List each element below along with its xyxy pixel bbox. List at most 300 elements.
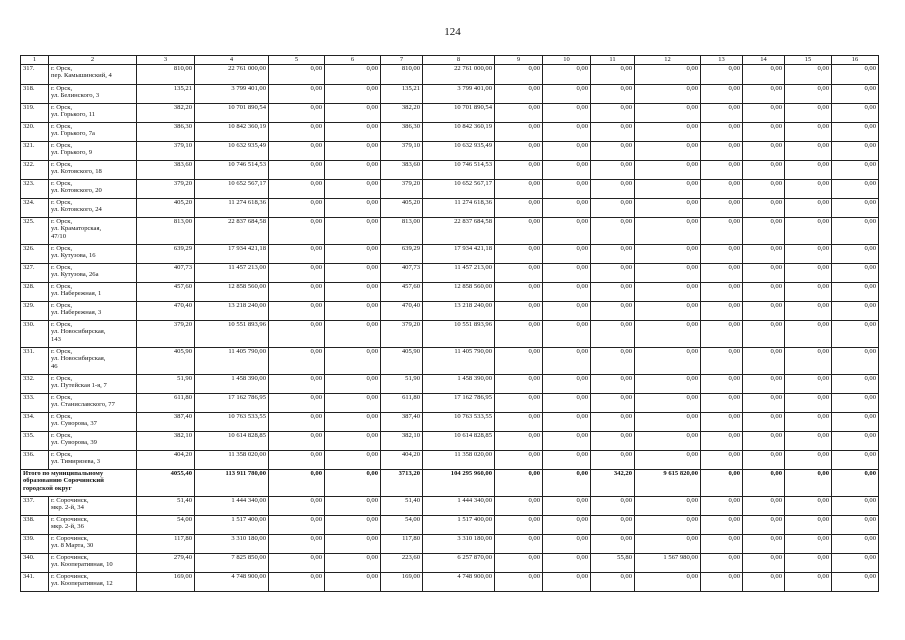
value-cell-col-3: 405,90	[137, 348, 195, 375]
value-cell-col-3: 51,40	[137, 497, 195, 516]
address-line: ул. Кооперативная, 12	[51, 580, 113, 588]
address-line: ул. Станиславского, 77	[51, 401, 115, 409]
value-cell-col-5: 0,00	[269, 104, 325, 123]
value-cell-col-16: 0,00	[832, 516, 879, 535]
address-cell	[49, 180, 137, 199]
value-cell-col-5: 0,00	[269, 283, 325, 302]
value-cell-col-15: 0,00	[785, 65, 832, 85]
total-value-col-15: 0,00	[785, 470, 832, 497]
value-cell-col-7: 54,00	[381, 516, 423, 535]
value-cell-col-5: 0,00	[269, 218, 325, 245]
value-cell-col-15: 0,00	[785, 573, 832, 592]
value-cell-col-10: 0,00	[543, 199, 591, 218]
address-cell	[49, 321, 137, 348]
value-cell-col-16: 0,00	[832, 142, 879, 161]
value-cell-col-5: 0,00	[269, 375, 325, 394]
address-line: 46	[51, 362, 58, 370]
value-cell-col-9: 0,00	[495, 302, 543, 321]
value-cell-col-9: 0,00	[495, 497, 543, 516]
value-cell-col-15: 0,00	[785, 497, 832, 516]
row-number: 328.	[21, 283, 49, 302]
address-cell	[49, 104, 137, 123]
address-line: г. Орск,	[51, 432, 73, 439]
column-number-10: 10	[543, 56, 591, 65]
value-cell-col-4: 10 746 514,53	[195, 161, 269, 180]
address-line: г. Орск,	[51, 199, 73, 206]
total-value-col-10: 0,00	[543, 470, 591, 497]
value-cell-col-9: 0,00	[495, 413, 543, 432]
value-cell-col-3: 383,60	[137, 161, 195, 180]
address-line: ул. Горького, 7а	[51, 130, 95, 138]
address-line: ул. Котовского, 18	[51, 168, 102, 176]
value-cell-col-5: 0,00	[269, 348, 325, 375]
value-cell-col-12: 0,00	[635, 573, 701, 592]
address-cell	[49, 218, 137, 245]
value-cell-col-10: 0,00	[543, 283, 591, 302]
value-cell-col-14: 0,00	[743, 264, 785, 283]
address-line: г. Орск,	[51, 283, 73, 290]
value-cell-col-9: 0,00	[495, 535, 543, 554]
value-cell-col-6: 0,00	[325, 142, 381, 161]
table-row	[21, 497, 879, 516]
value-cell-col-15: 0,00	[785, 245, 832, 264]
value-cell-col-10: 0,00	[543, 180, 591, 199]
value-cell-col-10: 0,00	[543, 516, 591, 535]
column-number-4: 4	[195, 56, 269, 65]
value-cell-col-11: 0,00	[591, 432, 635, 451]
row-number: 337.	[21, 497, 49, 516]
value-cell-col-16: 0,00	[832, 245, 879, 264]
total-value-col-16: 0,00	[832, 470, 879, 497]
value-cell-col-12: 0,00	[635, 245, 701, 264]
value-cell-col-4: 1 444 340,00	[195, 497, 269, 516]
value-cell-col-12: 0,00	[635, 497, 701, 516]
value-cell-col-8: 11 274 618,36	[423, 199, 495, 218]
value-cell-col-10: 0,00	[543, 302, 591, 321]
table-row	[21, 573, 879, 592]
value-cell-col-6: 0,00	[325, 516, 381, 535]
value-cell-col-5: 0,00	[269, 497, 325, 516]
value-cell-col-10: 0,00	[543, 394, 591, 413]
address-line: г. Орск,	[51, 142, 73, 149]
value-cell-col-13: 0,00	[701, 245, 743, 264]
value-cell-col-7: 405,90	[381, 348, 423, 375]
address-line: мкр. 2-й, 36	[51, 523, 84, 531]
value-cell-col-11: 0,00	[591, 123, 635, 142]
value-cell-col-6: 0,00	[325, 180, 381, 199]
value-cell-col-11: 0,00	[591, 413, 635, 432]
value-cell-col-3: 810,00	[137, 65, 195, 85]
value-cell-col-7: 379,20	[381, 321, 423, 348]
value-cell-col-9: 0,00	[495, 264, 543, 283]
value-cell-col-11: 0,00	[591, 264, 635, 283]
value-cell-col-15: 0,00	[785, 123, 832, 142]
value-cell-col-14: 0,00	[743, 245, 785, 264]
value-cell-col-6: 0,00	[325, 375, 381, 394]
column-number-6: 6	[325, 56, 381, 65]
value-cell-col-11: 0,00	[591, 302, 635, 321]
value-cell-col-12: 0,00	[635, 199, 701, 218]
column-number-13: 13	[701, 56, 743, 65]
address-line: ул. Кутузова, 26а	[51, 271, 99, 279]
table-row	[21, 85, 879, 104]
value-cell-col-6: 0,00	[325, 394, 381, 413]
address-line: пер. Камышинский, 4	[51, 72, 112, 80]
value-cell-col-12: 0,00	[635, 142, 701, 161]
value-cell-col-12: 0,00	[635, 283, 701, 302]
value-cell-col-10: 0,00	[543, 554, 591, 573]
value-cell-col-8: 22 837 684,58	[423, 218, 495, 245]
value-cell-col-16: 0,00	[832, 199, 879, 218]
address-cell	[49, 394, 137, 413]
value-cell-col-4: 3 799 401,00	[195, 85, 269, 104]
value-cell-col-16: 0,00	[832, 264, 879, 283]
value-cell-col-4: 11 405 790,00	[195, 348, 269, 375]
value-cell-col-13: 0,00	[701, 283, 743, 302]
value-cell-col-7: 382,10	[381, 432, 423, 451]
value-cell-col-16: 0,00	[832, 348, 879, 375]
value-cell-col-3: 639,29	[137, 245, 195, 264]
value-cell-col-5: 0,00	[269, 413, 325, 432]
address-line: г. Орск,	[51, 161, 73, 168]
value-cell-col-9: 0,00	[495, 516, 543, 535]
value-cell-col-11: 0,00	[591, 180, 635, 199]
value-cell-col-10: 0,00	[543, 218, 591, 245]
value-cell-col-9: 0,00	[495, 348, 543, 375]
row-number: 326.	[21, 245, 49, 264]
value-cell-col-6: 0,00	[325, 264, 381, 283]
table-row	[21, 264, 879, 283]
value-cell-col-15: 0,00	[785, 283, 832, 302]
value-cell-col-8: 11 358 020,00	[423, 451, 495, 470]
value-cell-col-8: 4 748 900,00	[423, 573, 495, 592]
value-cell-col-13: 0,00	[701, 348, 743, 375]
value-cell-col-13: 0,00	[701, 65, 743, 85]
column-number-8: 8	[423, 56, 495, 65]
address-line: 143	[51, 335, 61, 343]
address-cell	[49, 375, 137, 394]
value-cell-col-8: 10 701 890,54	[423, 104, 495, 123]
value-cell-col-12: 0,00	[635, 394, 701, 413]
row-number: 318.	[21, 85, 49, 104]
address-line: г. Орск,	[51, 321, 73, 328]
value-cell-col-11: 0,00	[591, 283, 635, 302]
address-line: г. Сорочинск,	[51, 535, 89, 542]
value-cell-col-13: 0,00	[701, 321, 743, 348]
value-cell-col-6: 0,00	[325, 554, 381, 573]
value-cell-col-16: 0,00	[832, 394, 879, 413]
value-cell-col-11: 0,00	[591, 321, 635, 348]
address-cell	[49, 161, 137, 180]
value-cell-col-8: 22 761 000,00	[423, 65, 495, 85]
value-cell-col-7: 470,40	[381, 302, 423, 321]
value-cell-col-5: 0,00	[269, 302, 325, 321]
table-row	[21, 218, 879, 245]
table-row	[21, 451, 879, 470]
value-cell-col-10: 0,00	[543, 413, 591, 432]
total-value-col-9: 0,00	[495, 470, 543, 497]
value-cell-col-7: 611,80	[381, 394, 423, 413]
value-cell-col-5: 0,00	[269, 451, 325, 470]
value-cell-col-10: 0,00	[543, 123, 591, 142]
total-value-col-7: 3713,20	[381, 470, 423, 497]
value-cell-col-6: 0,00	[325, 573, 381, 592]
value-cell-col-3: 379,20	[137, 180, 195, 199]
column-number-16: 16	[832, 56, 879, 65]
value-cell-col-5: 0,00	[269, 535, 325, 554]
total-value-col-11: 342,20	[591, 470, 635, 497]
value-cell-col-4: 3 310 180,00	[195, 535, 269, 554]
value-cell-col-14: 0,00	[743, 283, 785, 302]
value-cell-col-11: 0,00	[591, 573, 635, 592]
row-number: 320.	[21, 123, 49, 142]
value-cell-col-12: 0,00	[635, 218, 701, 245]
value-cell-col-6: 0,00	[325, 432, 381, 451]
value-cell-col-14: 0,00	[743, 85, 785, 104]
value-cell-col-3: 405,20	[137, 199, 195, 218]
value-cell-col-9: 0,00	[495, 432, 543, 451]
table-row	[21, 554, 879, 573]
address-line: г. Орск,	[51, 123, 73, 130]
page-number: 124	[444, 26, 461, 38]
value-cell-col-11: 0,00	[591, 65, 635, 85]
value-cell-col-3: 611,80	[137, 394, 195, 413]
row-number: 325.	[21, 218, 49, 245]
value-cell-col-12: 0,00	[635, 413, 701, 432]
value-cell-col-14: 0,00	[743, 180, 785, 199]
row-number: 335.	[21, 432, 49, 451]
value-cell-col-9: 0,00	[495, 85, 543, 104]
column-number-9: 9	[495, 56, 543, 65]
value-cell-col-4: 10 701 890,54	[195, 104, 269, 123]
value-cell-col-12: 0,00	[635, 302, 701, 321]
value-cell-col-5: 0,00	[269, 245, 325, 264]
value-cell-col-15: 0,00	[785, 348, 832, 375]
value-cell-col-16: 0,00	[832, 573, 879, 592]
value-cell-col-13: 0,00	[701, 497, 743, 516]
value-cell-col-12: 0,00	[635, 451, 701, 470]
value-cell-col-4: 7 825 850,00	[195, 554, 269, 573]
column-number-row	[21, 56, 879, 65]
address-cell	[49, 142, 137, 161]
value-cell-col-14: 0,00	[743, 516, 785, 535]
value-cell-col-8: 10 551 893,96	[423, 321, 495, 348]
value-cell-col-12: 0,00	[635, 123, 701, 142]
value-cell-col-4: 10 842 360,19	[195, 123, 269, 142]
table-row	[21, 104, 879, 123]
table-row	[21, 535, 879, 554]
value-cell-col-3: 407,73	[137, 264, 195, 283]
total-value-col-5: 0,00	[269, 470, 325, 497]
value-cell-col-8: 13 218 240,00	[423, 302, 495, 321]
value-cell-col-16: 0,00	[832, 321, 879, 348]
value-cell-col-14: 0,00	[743, 554, 785, 573]
value-cell-col-6: 0,00	[325, 123, 381, 142]
value-cell-col-15: 0,00	[785, 264, 832, 283]
value-cell-col-14: 0,00	[743, 65, 785, 85]
value-cell-col-16: 0,00	[832, 413, 879, 432]
value-cell-col-3: 813,00	[137, 218, 195, 245]
value-cell-col-13: 0,00	[701, 161, 743, 180]
address-line: г. Орск,	[51, 348, 73, 355]
column-number-15: 15	[785, 56, 832, 65]
address-cell	[49, 302, 137, 321]
value-cell-col-11: 0,00	[591, 245, 635, 264]
column-number-5: 5	[269, 56, 325, 65]
value-cell-col-5: 0,00	[269, 142, 325, 161]
value-cell-col-3: 382,20	[137, 104, 195, 123]
value-cell-col-7: 379,10	[381, 142, 423, 161]
value-cell-col-14: 0,00	[743, 199, 785, 218]
table-row	[21, 65, 879, 85]
value-cell-col-6: 0,00	[325, 245, 381, 264]
value-cell-col-10: 0,00	[543, 85, 591, 104]
value-cell-col-3: 457,60	[137, 283, 195, 302]
table-row	[21, 123, 879, 142]
address-line: г. Орск,	[51, 413, 73, 420]
address-line: ул. Новосибирская,	[51, 328, 106, 336]
value-cell-col-9: 0,00	[495, 451, 543, 470]
address-line: ул. Путейская 1-я, 7	[51, 382, 107, 390]
value-cell-col-3: 382,10	[137, 432, 195, 451]
value-cell-col-9: 0,00	[495, 375, 543, 394]
value-cell-col-11: 0,00	[591, 516, 635, 535]
value-cell-col-9: 0,00	[495, 123, 543, 142]
address-cell	[49, 199, 137, 218]
value-cell-col-3: 379,10	[137, 142, 195, 161]
value-cell-col-8: 10 763 533,55	[423, 413, 495, 432]
address-line: г. Сорочинск,	[51, 516, 89, 523]
row-number: 319.	[21, 104, 49, 123]
value-cell-col-9: 0,00	[495, 180, 543, 199]
value-cell-col-13: 0,00	[701, 123, 743, 142]
value-cell-col-12: 0,00	[635, 161, 701, 180]
value-cell-col-15: 0,00	[785, 161, 832, 180]
total-value-col-12: 9 615 820,00	[635, 470, 701, 497]
address-line: г. Сорочинск,	[51, 497, 89, 504]
value-cell-col-15: 0,00	[785, 142, 832, 161]
value-cell-col-5: 0,00	[269, 321, 325, 348]
value-cell-col-14: 0,00	[743, 432, 785, 451]
value-cell-col-15: 0,00	[785, 104, 832, 123]
address-line: г. Орск,	[51, 65, 73, 72]
value-cell-col-12: 0,00	[635, 264, 701, 283]
table-row	[21, 199, 879, 218]
value-cell-col-10: 0,00	[543, 161, 591, 180]
value-cell-col-9: 0,00	[495, 65, 543, 85]
value-cell-col-5: 0,00	[269, 394, 325, 413]
value-cell-col-8: 10 652 567,17	[423, 180, 495, 199]
address-cell	[49, 516, 137, 535]
address-line: г. Орск,	[51, 104, 73, 111]
value-cell-col-11: 55,80	[591, 554, 635, 573]
value-cell-col-8: 10 614 828,85	[423, 432, 495, 451]
value-cell-col-8: 1 444 340,00	[423, 497, 495, 516]
row-number: 317.	[21, 65, 49, 85]
value-cell-col-15: 0,00	[785, 394, 832, 413]
value-cell-col-16: 0,00	[832, 161, 879, 180]
value-cell-col-10: 0,00	[543, 264, 591, 283]
value-cell-col-7: 387,40	[381, 413, 423, 432]
address-cell	[49, 535, 137, 554]
value-cell-col-8: 17 934 421,18	[423, 245, 495, 264]
value-cell-col-11: 0,00	[591, 85, 635, 104]
value-cell-col-14: 0,00	[743, 161, 785, 180]
value-cell-col-10: 0,00	[543, 375, 591, 394]
value-cell-col-15: 0,00	[785, 554, 832, 573]
value-cell-col-14: 0,00	[743, 573, 785, 592]
value-cell-col-7: 405,20	[381, 199, 423, 218]
address-cell	[49, 451, 137, 470]
value-cell-col-7: 51,40	[381, 497, 423, 516]
value-cell-col-7: 135,21	[381, 85, 423, 104]
address-line: г. Орск,	[51, 302, 73, 309]
row-number: 331.	[21, 348, 49, 375]
value-cell-col-12: 1 567 980,00	[635, 554, 701, 573]
address-cell	[49, 85, 137, 104]
value-cell-col-15: 0,00	[785, 218, 832, 245]
table-row	[21, 161, 879, 180]
value-cell-col-4: 22 837 684,58	[195, 218, 269, 245]
row-number: 333.	[21, 394, 49, 413]
value-cell-col-7: 382,20	[381, 104, 423, 123]
row-number: 329.	[21, 302, 49, 321]
value-cell-col-5: 0,00	[269, 199, 325, 218]
value-cell-col-9: 0,00	[495, 161, 543, 180]
total-label-line: Итого по муниципальному	[23, 470, 104, 477]
value-cell-col-16: 0,00	[832, 104, 879, 123]
column-number-2: 2	[49, 56, 137, 65]
value-cell-col-15: 0,00	[785, 413, 832, 432]
value-cell-col-10: 0,00	[543, 142, 591, 161]
value-cell-col-8: 12 858 560,00	[423, 283, 495, 302]
address-cell	[49, 432, 137, 451]
address-line: ул. Набережная, 3	[51, 309, 102, 317]
value-cell-col-12: 0,00	[635, 375, 701, 394]
column-number-1: 1	[21, 56, 49, 65]
row-number: 330.	[21, 321, 49, 348]
address-line: ул. Краматорская,	[51, 225, 102, 233]
row-number: 327.	[21, 264, 49, 283]
value-cell-col-14: 0,00	[743, 375, 785, 394]
value-cell-col-9: 0,00	[495, 142, 543, 161]
value-cell-col-4: 11 457 213,00	[195, 264, 269, 283]
value-cell-col-7: 169,00	[381, 573, 423, 592]
row-number: 322.	[21, 161, 49, 180]
row-number: 338.	[21, 516, 49, 535]
value-cell-col-15: 0,00	[785, 85, 832, 104]
value-cell-col-7: 117,80	[381, 535, 423, 554]
value-cell-col-11: 0,00	[591, 451, 635, 470]
value-cell-col-16: 0,00	[832, 85, 879, 104]
value-cell-col-5: 0,00	[269, 180, 325, 199]
value-cell-col-9: 0,00	[495, 573, 543, 592]
address-line: г. Сорочинск,	[51, 554, 89, 561]
value-cell-col-8: 3 799 401,00	[423, 85, 495, 104]
value-cell-col-7: 383,60	[381, 161, 423, 180]
address-line: 47/10	[51, 232, 67, 240]
value-cell-col-10: 0,00	[543, 451, 591, 470]
value-cell-col-14: 0,00	[743, 497, 785, 516]
column-number-3: 3	[137, 56, 195, 65]
column-number-14: 14	[743, 56, 785, 65]
value-cell-col-11: 0,00	[591, 375, 635, 394]
value-cell-col-6: 0,00	[325, 161, 381, 180]
value-cell-col-7: 386,30	[381, 123, 423, 142]
row-number: 334.	[21, 413, 49, 432]
value-cell-col-10: 0,00	[543, 321, 591, 348]
value-cell-col-9: 0,00	[495, 218, 543, 245]
